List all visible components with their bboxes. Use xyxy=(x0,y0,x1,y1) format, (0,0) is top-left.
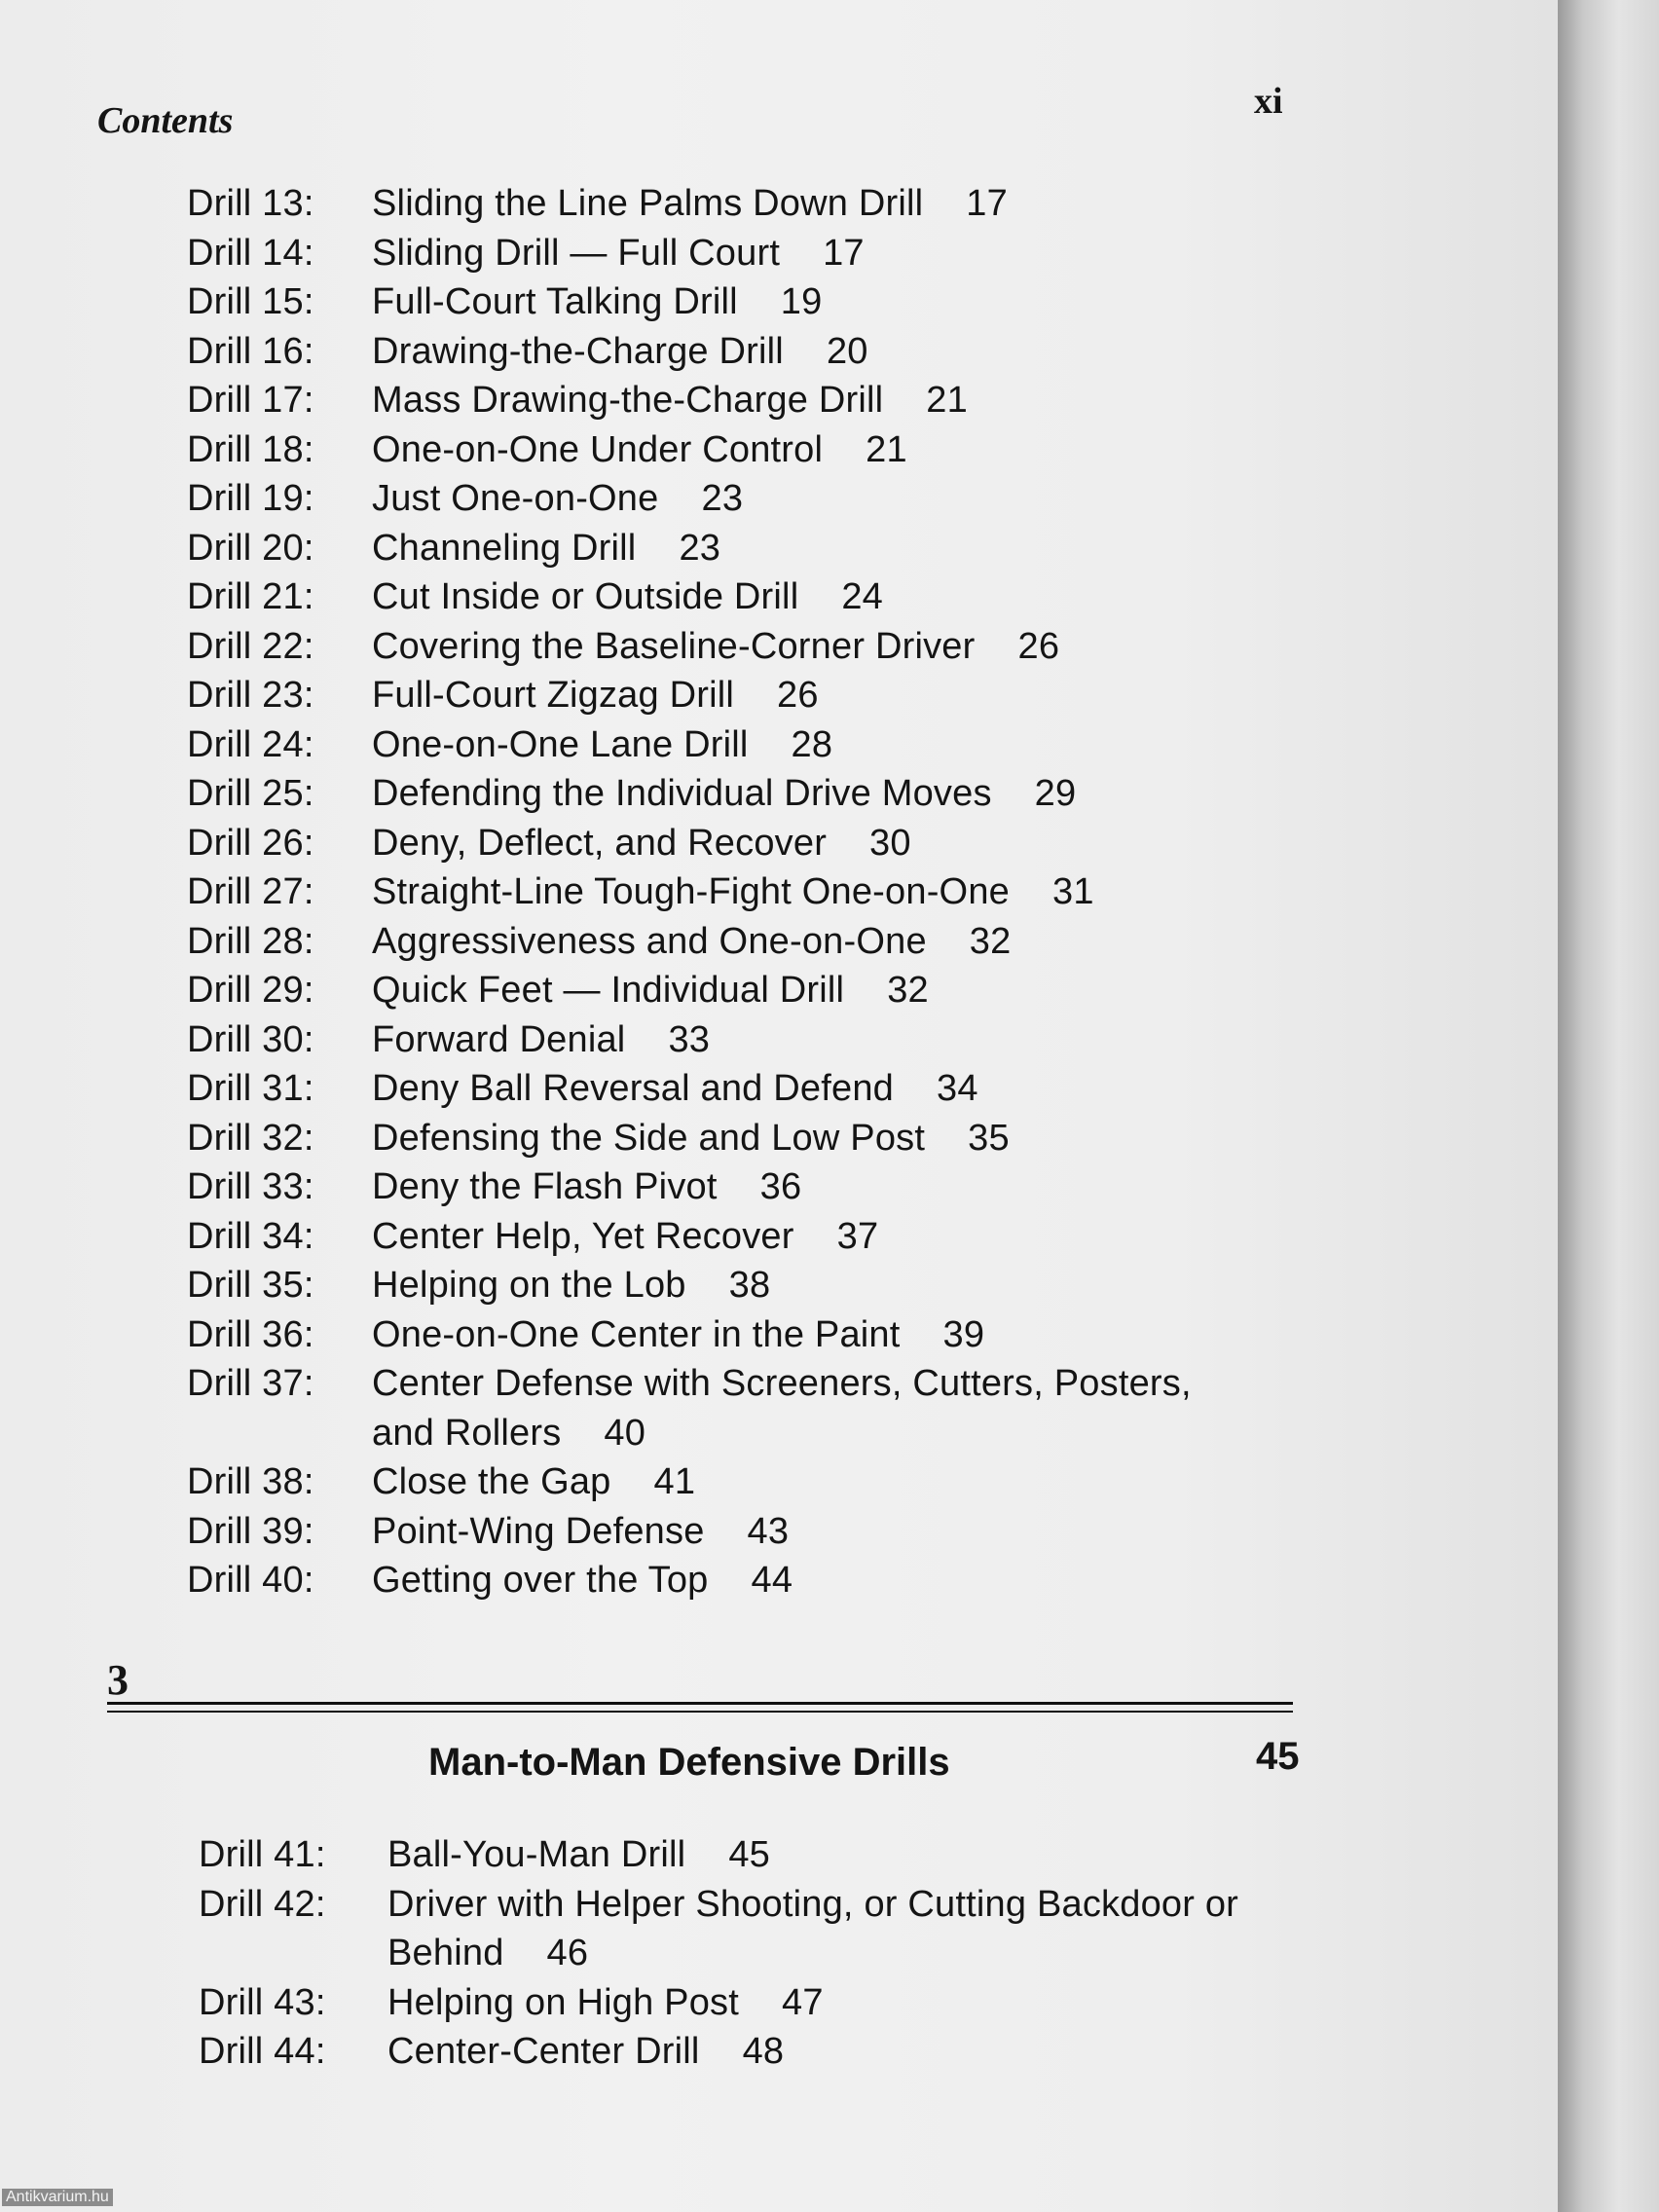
drill-title-text: Deny the Flash Pivot xyxy=(372,1166,718,1207)
toc-entry xyxy=(199,1929,1309,1978)
drill-title xyxy=(372,1457,1277,1507)
drill-title xyxy=(387,1929,1309,1978)
running-head: Contents xyxy=(97,100,234,141)
chapter-number: 3 xyxy=(107,1656,129,1704)
drill-number: Drill 41: xyxy=(199,1834,326,1875)
drill-title-text: Driver with Helper Shooting, or Cutting Backdoor or xyxy=(387,1883,1239,1925)
drill-title-text: Point-Wing Defense xyxy=(372,1510,705,1552)
drill-number: Drill 17: xyxy=(187,380,314,421)
drill-title-text: Deny, Deflect, and Recover xyxy=(372,822,828,864)
toc-entry xyxy=(187,1310,1277,1360)
drill-page-number: 43 xyxy=(747,1510,790,1552)
drill-title-text: One-on-One Center in the Paint xyxy=(372,1313,901,1355)
drill-title xyxy=(372,229,1277,278)
toc-entry xyxy=(187,1015,1277,1065)
toc-entry xyxy=(187,1409,1277,1458)
toc-entry xyxy=(187,769,1277,819)
drill-title xyxy=(372,327,1277,377)
toc-entry xyxy=(199,1880,1309,1930)
toc-entry xyxy=(187,1261,1277,1310)
drill-title-text: and Rollers xyxy=(372,1412,562,1454)
drill-page-number: 26 xyxy=(1017,625,1060,667)
drill-page-number: 24 xyxy=(841,576,884,617)
drill-title-text: Defending the Individual Drive Moves xyxy=(372,773,992,814)
toc-entry xyxy=(187,819,1277,868)
toc-entry xyxy=(187,720,1277,770)
drill-page-number: 21 xyxy=(866,428,907,470)
drill-title-text: Aggressiveness and One-on-One xyxy=(372,920,927,962)
drill-page-number: 28 xyxy=(791,723,833,765)
drill-page-number: 17 xyxy=(823,232,865,274)
drill-number: Drill 43: xyxy=(199,1981,326,2023)
drill-number: Drill 18: xyxy=(187,428,314,470)
drill-number: Drill 39: xyxy=(187,1510,314,1552)
drill-title-text: Getting over the Top xyxy=(372,1560,709,1601)
drill-page-number: 46 xyxy=(546,1933,589,1973)
drill-title xyxy=(372,917,1277,967)
drill-number: Drill 16: xyxy=(187,330,314,372)
drill-number: Drill 29: xyxy=(187,970,314,1011)
chapter-page-number: 45 xyxy=(1256,1735,1300,1778)
drill-title xyxy=(372,867,1277,917)
watermark: Antikvarium.hu xyxy=(2,2189,113,2206)
drill-title xyxy=(372,1162,1277,1212)
drill-number: Drill 26: xyxy=(187,822,314,864)
drill-title xyxy=(372,671,1277,720)
drill-page-number: 35 xyxy=(968,1117,1010,1159)
drill-page-number: 39 xyxy=(942,1313,985,1355)
drill-number: Drill 27: xyxy=(187,871,314,912)
drill-number: Drill 23: xyxy=(187,675,314,716)
drill-number: Drill 13: xyxy=(187,183,314,224)
toc-entry xyxy=(187,966,1277,1015)
drill-number xyxy=(199,1929,387,1978)
toc-entry xyxy=(187,327,1277,377)
drill-number: Drill 33: xyxy=(187,1166,314,1207)
drill-title xyxy=(372,720,1277,770)
toc-entry xyxy=(187,524,1277,573)
toc-entry xyxy=(199,2027,1309,2077)
drill-title-text: Center Defense with Screeners, Cutters, Posters, xyxy=(372,1363,1192,1404)
drill-title xyxy=(372,1015,1277,1065)
drill-title-text: Drawing-the-Charge Drill xyxy=(372,330,784,372)
drill-number: Drill 32: xyxy=(187,1117,314,1159)
toc-entry xyxy=(187,1457,1277,1507)
drill-title-text: Sliding the Line Palms Down Drill xyxy=(372,183,924,224)
drill-page-number: 31 xyxy=(1051,871,1094,912)
drill-title-text: Cut Inside or Outside Drill xyxy=(372,576,799,617)
drill-number: Drill 42: xyxy=(199,1883,326,1925)
toc-entry xyxy=(187,1507,1277,1557)
drill-number: Drill 30: xyxy=(187,1018,314,1060)
drill-number: Drill 31: xyxy=(187,1068,314,1109)
contents-list-chapter-3 xyxy=(199,1830,1309,2077)
drill-title-text: One-on-One Under Control xyxy=(372,428,824,470)
drill-title-text: Helping on the Lob xyxy=(372,1265,686,1306)
drill-title xyxy=(387,2027,1309,2077)
drill-page-number: 23 xyxy=(679,527,721,569)
drill-number: Drill 25: xyxy=(187,773,314,814)
toc-entry xyxy=(187,572,1277,622)
toc-entry xyxy=(187,474,1277,524)
drill-title-text: Forward Denial xyxy=(372,1018,626,1060)
drill-title xyxy=(372,1064,1277,1114)
toc-entry xyxy=(187,425,1277,475)
drill-title xyxy=(372,1556,1277,1605)
drill-title-text: Covering the Baseline-Corner Driver xyxy=(372,625,976,667)
drill-number: Drill 14: xyxy=(187,232,314,274)
drill-title-text: Behind xyxy=(387,1933,504,1973)
drill-number: Drill 24: xyxy=(187,723,314,765)
toc-entry xyxy=(199,1978,1309,2028)
drill-title xyxy=(372,819,1277,868)
toc-entry xyxy=(187,1359,1277,1409)
page-number: xi xyxy=(1254,81,1283,122)
drill-title-text: Close the Gap xyxy=(372,1461,611,1502)
drill-page-number: 44 xyxy=(751,1560,793,1601)
drill-title-text: Center-Center Drill xyxy=(387,2031,700,2072)
drill-title xyxy=(372,1114,1277,1163)
toc-entry xyxy=(187,1162,1277,1212)
drill-number: Drill 40: xyxy=(187,1560,314,1601)
drill-number: Drill 15: xyxy=(187,281,314,322)
toc-entry xyxy=(187,917,1277,967)
drill-title xyxy=(372,622,1277,672)
drill-number: Drill 21: xyxy=(187,576,314,617)
drill-number: Drill 19: xyxy=(187,478,314,519)
drill-title xyxy=(372,1212,1277,1262)
toc-entry xyxy=(187,179,1277,229)
drill-page-number: 38 xyxy=(728,1265,771,1306)
toc-entry xyxy=(187,229,1277,278)
drill-page-number: 32 xyxy=(969,920,1012,962)
drill-number: Drill 38: xyxy=(187,1461,314,1502)
drill-number: Drill 35: xyxy=(187,1265,314,1306)
drill-title-text: Full-Court Zigzag Drill xyxy=(372,675,735,716)
toc-entry xyxy=(187,1212,1277,1262)
drill-title-text: Helping on High Post xyxy=(387,1981,739,2023)
drill-page-number: 19 xyxy=(780,281,823,322)
drill-number: Drill 37: xyxy=(187,1363,314,1404)
drill-page-number: 33 xyxy=(668,1018,711,1060)
drill-title xyxy=(387,1830,1309,1880)
drill-title xyxy=(372,277,1277,327)
drill-title-text: Deny Ball Reversal and Defend xyxy=(372,1068,894,1109)
drill-number: Drill 34: xyxy=(187,1215,314,1257)
drill-page-number: 40 xyxy=(604,1412,646,1454)
drill-number xyxy=(187,1409,372,1458)
toc-entry xyxy=(199,1830,1309,1880)
drill-page-number: 26 xyxy=(777,675,819,716)
drill-page-number: 23 xyxy=(701,478,744,519)
drill-page-number: 47 xyxy=(782,1981,824,2023)
drill-number: Drill 28: xyxy=(187,920,314,962)
drill-title xyxy=(372,425,1277,475)
drill-title xyxy=(372,1310,1277,1360)
toc-entry xyxy=(187,1064,1277,1114)
drill-title-text: Mass Drawing-the-Charge Drill xyxy=(372,380,884,421)
drill-page-number: 37 xyxy=(836,1215,879,1257)
drill-title xyxy=(372,1359,1277,1409)
toc-entry xyxy=(187,376,1277,425)
drill-title xyxy=(372,1507,1277,1557)
toc-entry xyxy=(187,1556,1277,1605)
drill-page-number: 41 xyxy=(653,1461,696,1502)
drill-title xyxy=(372,376,1277,425)
drill-title xyxy=(372,966,1277,1015)
drill-title xyxy=(372,769,1277,819)
drill-page-number: 48 xyxy=(742,2031,785,2072)
drill-title xyxy=(372,572,1277,622)
drill-page-number: 20 xyxy=(826,330,868,372)
drill-title xyxy=(372,179,1277,229)
drill-title-text: One-on-One Lane Drill xyxy=(372,723,749,765)
drill-page-number: 45 xyxy=(728,1834,770,1875)
drill-page-number: 29 xyxy=(1034,773,1077,814)
drill-page-number: 30 xyxy=(869,822,911,864)
drill-page-number: 32 xyxy=(887,970,929,1011)
drill-title-text: Channeling Drill xyxy=(372,527,637,569)
drill-title xyxy=(372,474,1277,524)
chapter-rule xyxy=(107,1702,1293,1713)
drill-title xyxy=(372,1261,1277,1310)
toc-entry xyxy=(187,671,1277,720)
drill-title xyxy=(372,1409,1277,1458)
toc-entry xyxy=(187,867,1277,917)
drill-title-text: Ball-You-Man Drill xyxy=(387,1834,686,1875)
drill-number: Drill 44: xyxy=(199,2031,326,2072)
drill-page-number: 21 xyxy=(926,380,968,421)
drill-title-text: Full-Court Talking Drill xyxy=(372,281,738,322)
drill-title-text: Quick Feet — Individual Drill xyxy=(372,970,845,1011)
drill-title xyxy=(372,524,1277,573)
drill-title-text: Straight-Line Tough-Fight One-on-One xyxy=(372,871,1010,912)
toc-entry xyxy=(187,622,1277,672)
page-edge xyxy=(1558,0,1659,2212)
drill-title xyxy=(387,1880,1309,1930)
drill-title-text: Just One-on-One xyxy=(372,478,659,519)
drill-title xyxy=(387,1978,1309,2028)
chapter-title: Man-to-Man Defensive Drills xyxy=(428,1741,950,1784)
drill-title-text: Defensing the Side and Low Post xyxy=(372,1117,926,1159)
drill-number: Drill 20: xyxy=(187,527,314,569)
drill-page-number: 17 xyxy=(966,183,1008,224)
drill-title-text: Center Help, Yet Recover xyxy=(372,1215,794,1257)
drill-title-text: Sliding Drill — Full Court xyxy=(372,232,781,274)
toc-entry xyxy=(187,1114,1277,1163)
drill-number: Drill 22: xyxy=(187,625,314,667)
drill-page-number: 34 xyxy=(936,1068,978,1109)
toc-entry xyxy=(187,277,1277,327)
drill-number: Drill 36: xyxy=(187,1313,314,1355)
drill-page-number: 36 xyxy=(759,1166,802,1207)
contents-list xyxy=(187,179,1277,1605)
